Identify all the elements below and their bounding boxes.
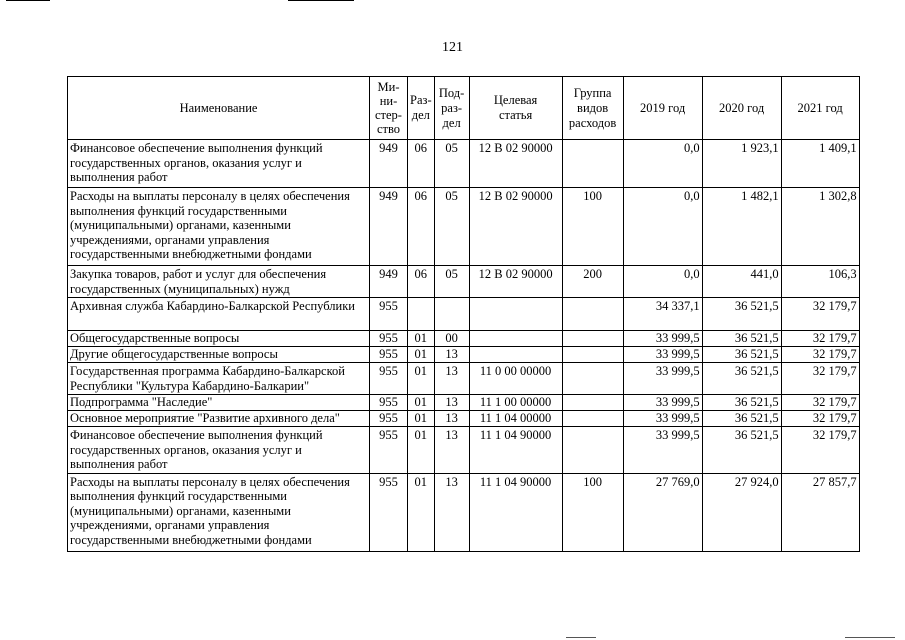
bottom-scan-mark <box>566 637 596 638</box>
row-group <box>562 411 623 427</box>
row-2020: 36 521,5 <box>702 411 781 427</box>
row-subsection: 05 <box>434 266 469 298</box>
row-target: 11 1 00 00000 <box>469 395 562 411</box>
row-2019: 33 999,5 <box>623 347 702 363</box>
row-target: 12 В 02 90000 <box>469 188 562 266</box>
row-target: 11 1 04 00000 <box>469 411 562 427</box>
header-2020 <box>702 77 781 140</box>
row-target <box>469 331 562 347</box>
row-section: 01 <box>408 363 435 395</box>
row-target: 12 В 02 90000 <box>469 266 562 298</box>
page-number: 121 <box>442 40 463 55</box>
row-2021: 106,3 <box>781 266 859 298</box>
row-2019: 33 999,5 <box>623 427 702 474</box>
row-section: 06 <box>408 266 435 298</box>
row-2020: 36 521,5 <box>702 331 781 347</box>
row-name: Финансовое обеспечение выполнения функций государственных органов, оказания услуг и выполнения работ <box>68 140 370 188</box>
row-2021: 32 179,7 <box>781 331 859 347</box>
row-2019: 27 769,0 <box>623 473 702 551</box>
row-2019: 0,0 <box>623 188 702 266</box>
table-row <box>68 266 860 298</box>
row-target <box>469 298 562 331</box>
header-ministry: Ми- ни- стер- ство <box>370 77 408 140</box>
table-row <box>68 298 860 331</box>
row-group <box>562 347 623 363</box>
row-2020: 1 923,1 <box>702 140 781 188</box>
row-2021: 1 302,8 <box>781 188 859 266</box>
row-2019: 0,0 <box>623 140 702 188</box>
row-ministry: 955 <box>370 298 408 331</box>
row-name: Финансовое обеспечение выполнения функций государственных органов, оказания услуг и выполнения работ <box>68 427 370 474</box>
row-name: Расходы на выплаты персоналу в целях обеспечения выполнения функций государственными (муниципальными) органами, казенными учреждениями, органами управления государственными внебюджетными фондами <box>68 188 370 266</box>
row-name: Государственная программа Кабардино-Балкарской Республики "Культура Кабардино-Балкарии" <box>68 363 370 395</box>
row-group: 200 <box>562 266 623 298</box>
row-section: 01 <box>408 473 435 551</box>
row-target: 11 1 04 90000 <box>469 427 562 474</box>
budget-table <box>67 76 860 552</box>
header-2021 <box>781 77 859 140</box>
row-section: 01 <box>408 395 435 411</box>
row-group <box>562 395 623 411</box>
row-ministry: 955 <box>370 347 408 363</box>
row-ministry: 949 <box>370 140 408 188</box>
row-section: 06 <box>408 140 435 188</box>
table-row <box>68 140 860 188</box>
row-section: 06 <box>408 188 435 266</box>
row-ministry: 955 <box>370 427 408 474</box>
row-2019: 34 337,1 <box>623 298 702 331</box>
row-2019: 33 999,5 <box>623 395 702 411</box>
header-target: Целевая статья <box>469 77 562 140</box>
row-2020: 441,0 <box>702 266 781 298</box>
row-subsection: 13 <box>434 363 469 395</box>
row-subsection: 13 <box>434 347 469 363</box>
row-ministry: 955 <box>370 473 408 551</box>
row-2021: 1 409,1 <box>781 140 859 188</box>
row-group <box>562 140 623 188</box>
row-group <box>562 363 623 395</box>
header-2019 <box>623 77 702 140</box>
row-subsection: 13 <box>434 395 469 411</box>
header-section: Раз- дел <box>408 77 435 140</box>
row-group <box>562 298 623 331</box>
row-ministry: 955 <box>370 331 408 347</box>
row-2021: 32 179,7 <box>781 347 859 363</box>
row-target: 12 В 02 90000 <box>469 140 562 188</box>
row-group: 100 <box>562 473 623 551</box>
table-row <box>68 427 860 474</box>
row-2020: 36 521,5 <box>702 298 781 331</box>
row-section: 01 <box>408 427 435 474</box>
row-name: Расходы на выплаты персоналу в целях обеспечения выполнения функций государственными (муниципальными) органами, казенными учреждениями, органами управления государственными внебюджетными фондами <box>68 473 370 551</box>
header-2021-text: 2021 год <box>797 100 843 115</box>
row-subsection: 13 <box>434 427 469 474</box>
row-2021: 32 179,7 <box>781 427 859 474</box>
row-2020: 36 521,5 <box>702 347 781 363</box>
row-ministry: 949 <box>370 188 408 266</box>
row-2020: 36 521,5 <box>702 363 781 395</box>
table-row <box>68 473 860 551</box>
top-rule-mid <box>288 0 354 1</box>
row-subsection <box>434 298 469 331</box>
top-rule-left <box>6 0 50 1</box>
bottom-scan-mark <box>845 637 895 638</box>
row-2021: 27 857,7 <box>781 473 859 551</box>
row-section: 01 <box>408 347 435 363</box>
row-name: Другие общегосударственные вопросы <box>68 347 370 363</box>
row-ministry: 955 <box>370 363 408 395</box>
row-2020: 36 521,5 <box>702 427 781 474</box>
row-ministry: 955 <box>370 411 408 427</box>
row-section <box>408 298 435 331</box>
header-row <box>68 77 860 140</box>
table-row <box>68 395 860 411</box>
row-section: 01 <box>408 331 435 347</box>
row-ministry: 955 <box>370 395 408 411</box>
row-group <box>562 427 623 474</box>
row-subsection: 00 <box>434 331 469 347</box>
row-group <box>562 331 623 347</box>
table-row <box>68 363 860 395</box>
table-row <box>68 411 860 427</box>
row-target <box>469 347 562 363</box>
row-name: Архивная служба Кабардино-Балкарской Республики <box>68 298 370 331</box>
header-2020-text: 2020 год <box>719 100 765 115</box>
table-row <box>68 331 860 347</box>
row-subsection: 05 <box>434 140 469 188</box>
row-subsection: 05 <box>434 188 469 266</box>
table-row <box>68 347 860 363</box>
row-ministry: 949 <box>370 266 408 298</box>
header-name-text: Наименование <box>179 100 258 115</box>
row-2020: 1 482,1 <box>702 188 781 266</box>
row-2019: 33 999,5 <box>623 363 702 395</box>
row-2020: 36 521,5 <box>702 395 781 411</box>
header-name <box>68 77 370 140</box>
row-name: Закупка товаров, работ и услуг для обеспечения государственных (муниципальных) нужд <box>68 266 370 298</box>
row-2021: 32 179,7 <box>781 298 859 331</box>
header-expense-group: Группа видов расходов <box>562 77 623 140</box>
row-name: Общегосударственные вопросы <box>68 331 370 347</box>
row-group: 100 <box>562 188 623 266</box>
row-subsection: 13 <box>434 411 469 427</box>
header-subsection: Под- раз- дел <box>434 77 469 140</box>
row-target: 11 1 04 90000 <box>469 473 562 551</box>
header-2019-text: 2019 год <box>640 100 686 115</box>
row-2021: 32 179,7 <box>781 411 859 427</box>
row-2019: 33 999,5 <box>623 331 702 347</box>
row-subsection: 13 <box>434 473 469 551</box>
row-2019: 33 999,5 <box>623 411 702 427</box>
row-2019: 0,0 <box>623 266 702 298</box>
row-target: 11 0 00 00000 <box>469 363 562 395</box>
row-2021: 32 179,7 <box>781 363 859 395</box>
table-row <box>68 188 860 266</box>
row-name: Подпрограмма "Наследие" <box>68 395 370 411</box>
row-2020: 27 924,0 <box>702 473 781 551</box>
row-name: Основное мероприятие "Развитие архивного дела" <box>68 411 370 427</box>
row-section: 01 <box>408 411 435 427</box>
row-2021: 32 179,7 <box>781 395 859 411</box>
